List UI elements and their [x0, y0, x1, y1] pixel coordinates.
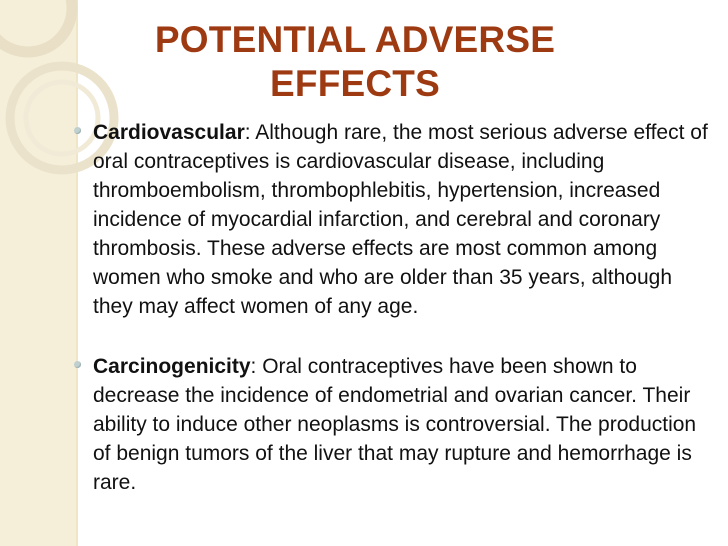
bullet-term: Carcinogenicity	[93, 355, 251, 378]
bullet-term: Cardiovascular	[93, 121, 245, 144]
slide-title	[130, 18, 580, 106]
bullet-text: : Oral contraceptives have been shown to decrease the incidence of endometrial and ovarian cancer. Their ability to induce other neoplasms is controversial. The production of benign tumors of the liver that may rupture and hemorrhage is rare.	[93, 355, 697, 494]
ring-top	[0, 0, 72, 52]
bullet-text: : Although rare, the most serious adverse effect of oral contraceptives is cardiovascular disease, including thromboembolism, thrombophlebitis, hypertension, increased incidence of myocardial infarction, and cerebral and coronary thrombosis. These adverse effects are most common among women who smoke and who are older than 35 years, although they may affect women of any age.	[93, 121, 708, 318]
title-line-1: POTENTIAL ADVERSE	[154, 19, 556, 60]
title-line-2: EFFECTS	[270, 63, 440, 104]
circle-bullet-icon	[74, 127, 81, 134]
bullet-item-cardiovascular	[74, 118, 714, 321]
bullet-item-carcinogenicity	[74, 352, 714, 497]
circle-bullet-icon	[74, 361, 81, 368]
bullet-list	[74, 118, 714, 497]
